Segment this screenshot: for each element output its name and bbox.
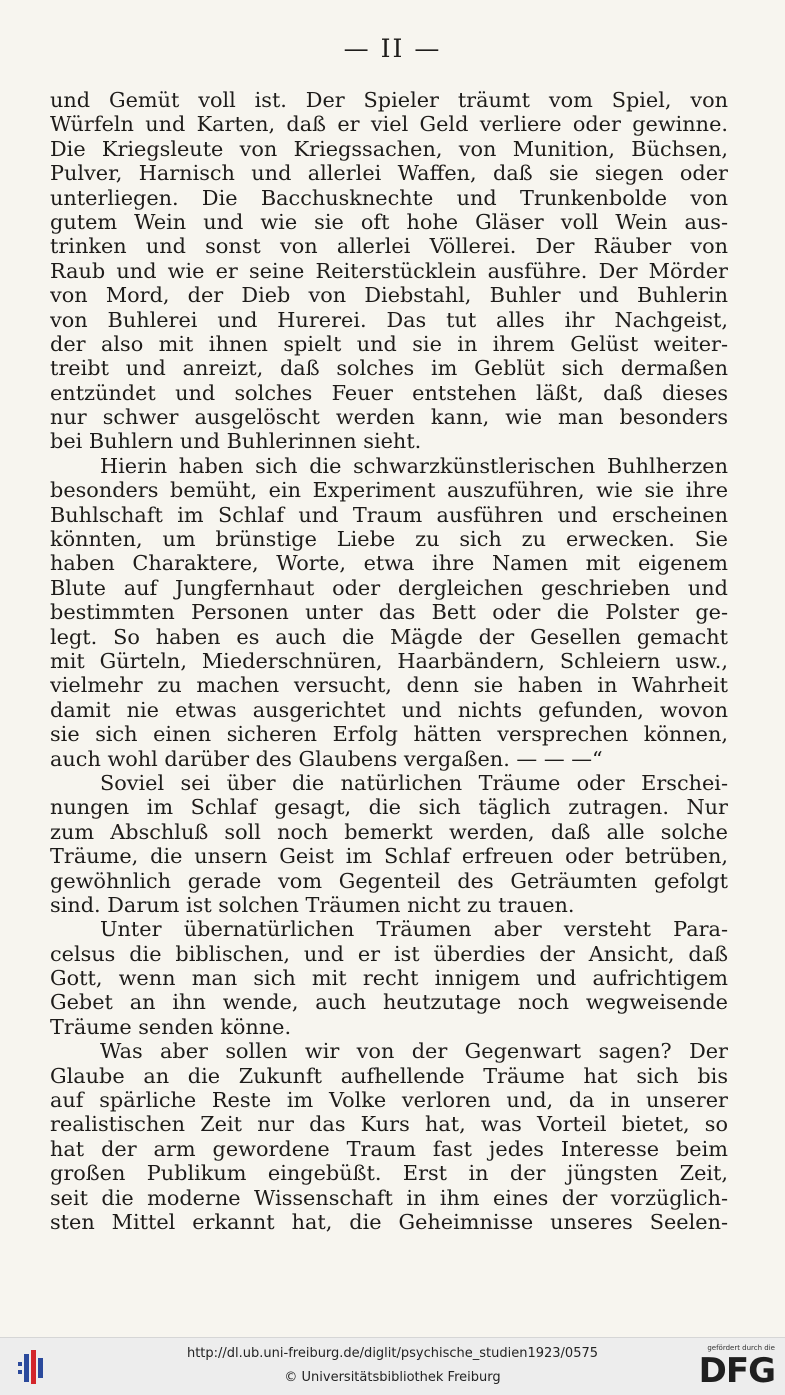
text-line: auch wohl darüber des Glaubens vergaßen. — — —“ [50,746,603,771]
text-line: sind. Darum ist solchen Träumen nicht zu trauen. [50,892,575,917]
viewer-footer [0,1337,785,1395]
text-line: Raub und wie er seine Reiterstücklein ausführe. Der Mörder [50,258,728,283]
text-line: damit nie etwas ausgerichtet und nichts gefunden, wovon [50,697,728,722]
text-line: Soviel sei über die natürlichen Träume oder Erschei- [100,770,728,795]
text-line: bei Buhlern und Buhlerinnen sieht. [50,429,422,454]
text-line: entzündet und solches Feuer entstehen läßt, daß dieses [50,380,728,405]
body-text [50,88,728,1234]
dfg-sponsor [685,1343,775,1391]
copyright-notice: © Universitätsbibliothek Freiburg [284,1370,501,1385]
text-line: nungen im Schlaf gesagt, die sich täglich zutragen. Nur [50,795,728,820]
text-line: celsus die biblischen, und er ist überdies der Ansicht, daß [50,941,728,966]
dfg-logo: DFG [698,1351,775,1391]
text-line: Blute auf Jungfernhaut oder dergleichen geschrieben und [50,575,728,600]
text-line: realistischen Zeit nur das Kurs hat, was Vorteil bietet, so [50,1112,728,1137]
text-line: sie sich einen sicheren Erfolg hätten versprechen können, [50,722,728,747]
text-line: Würfeln und Karten, daß er viel Geld verliere oder gewinne. [50,112,728,137]
text-line: könnten, um brünstige Liebe zu sich zu erwecken. Sie [50,527,728,552]
text-line: Buhlschaft im Schlaf und Traum ausführen und erscheinen [50,502,728,527]
text-line: vielmehr zu machen versucht, denn sie haben in Wahrheit [50,673,728,698]
text-line: Die Kriegsleute von Kriegssachen, von Munition, Büchsen, [50,136,728,161]
text-line: besonders bemüht, ein Experiment auszuführen, wie sie ihre [50,478,728,503]
text-line: zum Abschluß soll noch bemerkt werden, daß alle solche [50,819,728,844]
permalink-link[interactable]: http://dl.ub.uni-freiburg.de/diglit/psychische_studien1923/0575 [186,1346,599,1361]
text-line: Unter übernatürlichen Träumen aber versteht Para- [100,917,728,942]
text-line: Pulver, Harnisch und allerlei Waffen, daß sie siegen oder [50,161,728,186]
text-line: treibt und anreizt, daß solches im Geblüt sich dermaßen [50,356,728,381]
text-line: Glaube an die Zukunft aufhellende Träume hat sich bis [50,1063,728,1088]
text-line: auf spärliche Reste im Volke verloren und, da in unserer [50,1088,728,1113]
text-line: von Mord, der Dieb von Diebstahl, Buhler und Buhlerin [50,283,728,308]
text-line: Was aber sollen wir von der Gegenwart sagen? Der [100,1039,728,1064]
text-line: seit die moderne Wissenschaft in ihm eines der vorzüglich- [50,1185,728,1210]
text-line: von Buhlerei und Hurerei. Das tut alles ihr Nachgeist, [50,307,728,332]
page-number: — II — [343,34,442,63]
text-line: Träume senden könne. [50,1014,292,1039]
text-line: sten Mittel erkannt hat, die Geheimnisse unseres Seelen- [50,1209,728,1234]
text-line: Gebet an ihn wende, auch heutzutage noch wegweisende [50,990,728,1015]
text-line: nur schwer ausgelöscht werden kann, wie man besonders [50,405,728,430]
text-line: gewöhnlich gerade vom Gegenteil des Geträumten gefolgt [50,868,728,893]
text-line: mit Gürteln, Miederschnüren, Haarbändern, Schleiern usw., [50,648,728,673]
text-line: hat der arm gewordene Traum fast jedes Interesse beim [50,1136,728,1161]
text-line: unterliegen. Die Bacchusknechte und Trunkenbolde von [50,185,728,210]
sponsor-note: gefördert durch die [707,1344,775,1352]
text-line: bestimmten Personen unter das Bett oder die Polster ge- [50,600,728,625]
text-line: Träume, die unsern Geist im Schlaf erfreuen oder betrüben, [50,844,728,869]
text-line: haben Charaktere, Worte, etwa ihre Namen mit eigenem [50,551,728,576]
text-line: und Gemüt voll ist. Der Spieler träumt vom Spiel, von [50,88,728,112]
text-line: Gott, wenn man sich mit recht innigem und aufrichtigem [50,966,728,991]
text-line: legt. So haben es auch die Mägde der Gesellen gemacht [50,624,728,649]
text-line: trinken und sonst von allerlei Völlerei. Der Räuber von [50,234,728,259]
text-line: großen Publikum eingebüßt. Erst in der jüngsten Zeit, [50,1161,728,1186]
text-line: gutem Wein und wie sie oft hohe Gläser voll Wein aus- [50,209,728,234]
text-line: der also mit ihnen spielt und sie in ihrem Gelüst weiter- [50,331,728,356]
text-line: Hierin haben sich die schwarzkünstlerischen Buhlherzen [100,453,728,478]
